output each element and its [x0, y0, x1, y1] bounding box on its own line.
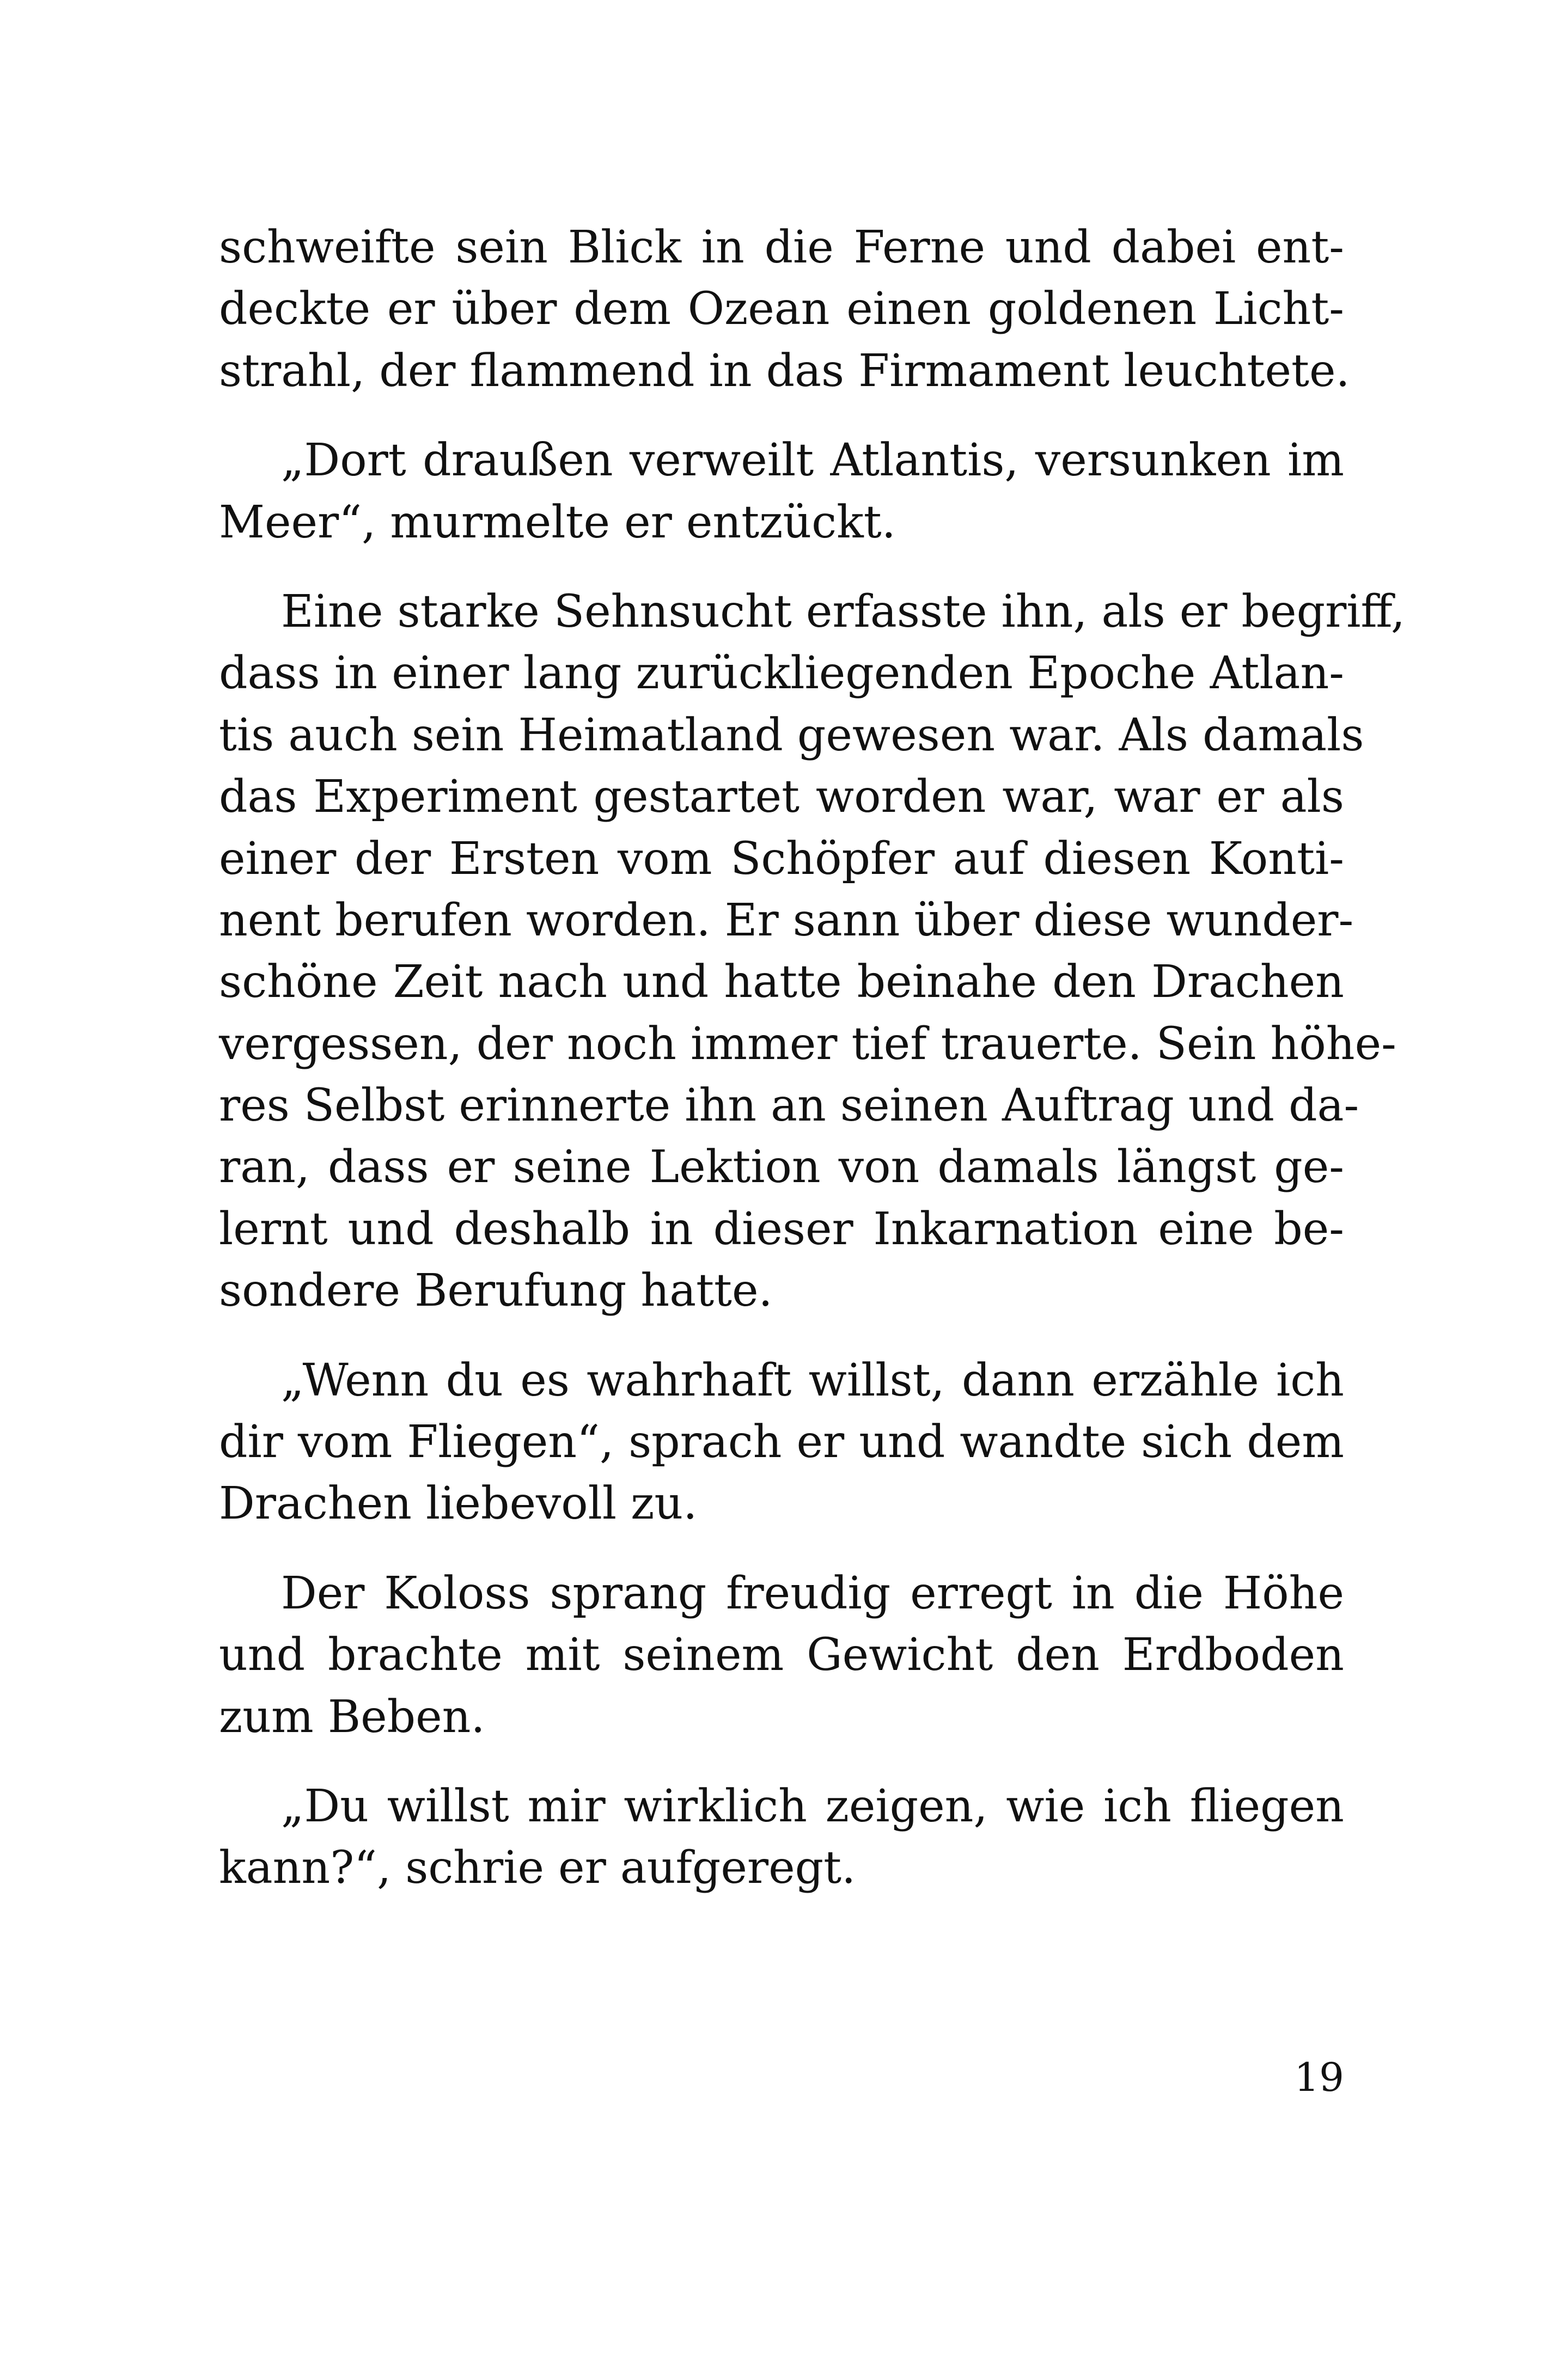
text-line: nent berufen worden. Er sann über diese wunder- [219, 894, 1354, 946]
text-line: einer der Ersten vom Schöpfer auf diesen Konti- [219, 833, 1344, 885]
text-line: vergessen, der noch immer tief trauerte. Sein höhe- [219, 1018, 1396, 1070]
text-line: dass in einer lang zurückliegenden Epoche Atlan- [219, 647, 1344, 700]
text-line: schweifte sein Blick in die Ferne und dabei ent- [219, 222, 1344, 273]
body-text [219, 217, 1405, 1899]
text-line: lernt und deshalb in dieser Inkarnation eine be- [219, 1203, 1344, 1255]
text-line: das Experiment gestartet worden war, war er als [219, 771, 1344, 823]
paragraph [219, 1776, 1344, 1899]
text-line: deckte er über dem Ozean einen goldenen Licht- [219, 283, 1344, 335]
paragraph [219, 217, 1350, 402]
paragraph-gap [219, 1748, 1344, 1776]
text-line: Drachen liebevoll zu. [219, 1478, 698, 1530]
text-line: ran, dass er seine Lektion von damals längst ge- [219, 1141, 1344, 1194]
paragraph-gap [219, 1322, 1344, 1350]
text-line: zum Beben. [219, 1691, 485, 1743]
paragraph-gap [219, 402, 1344, 430]
text-line: Eine starke Sehnsucht erfasste ihn, als er begriff, [281, 585, 1405, 638]
paragraph [219, 430, 1344, 553]
text-line: „Dort draußen verweilt Atlantis, versunken im [281, 435, 1344, 487]
text-line: Meer“, murmelte er entzückt. [219, 496, 896, 548]
paragraph [219, 1563, 1344, 1748]
text-line: Der Koloss sprang freudig erregt in die Höhe [281, 1567, 1344, 1619]
page-number: 19 [1294, 2054, 1344, 2100]
text-line: „Wenn du es wahrhaft willst, dann erzähle ich [281, 1354, 1344, 1406]
text-line: „Du willst mir wirklich zeigen, wie ich fliegen [281, 1780, 1344, 1832]
paragraph-gap [219, 553, 1344, 581]
text-line: res Selbst erinnerte ihn an seinen Auftrag und da- [219, 1080, 1359, 1132]
text-line: strahl, der flammend in das Firmament leuchtete. [219, 345, 1350, 397]
text-line: tis auch sein Heimatland gewesen war. Als damals [219, 709, 1364, 761]
text-line: kann?“, schrie er aufgeregt. [219, 1842, 856, 1894]
paragraph [219, 1350, 1344, 1535]
text-line: schöne Zeit nach und hatte beinahe den Drachen [219, 956, 1344, 1008]
text-line: dir vom Fliegen“, sprach er und wandte sich dem [219, 1416, 1344, 1469]
text-line: und brachte mit seinem Gewicht den Erdboden [219, 1629, 1344, 1681]
text-line: sondere Berufung hatte. [219, 1265, 773, 1317]
paragraph [219, 581, 1405, 1322]
paragraph-gap [219, 1535, 1344, 1563]
